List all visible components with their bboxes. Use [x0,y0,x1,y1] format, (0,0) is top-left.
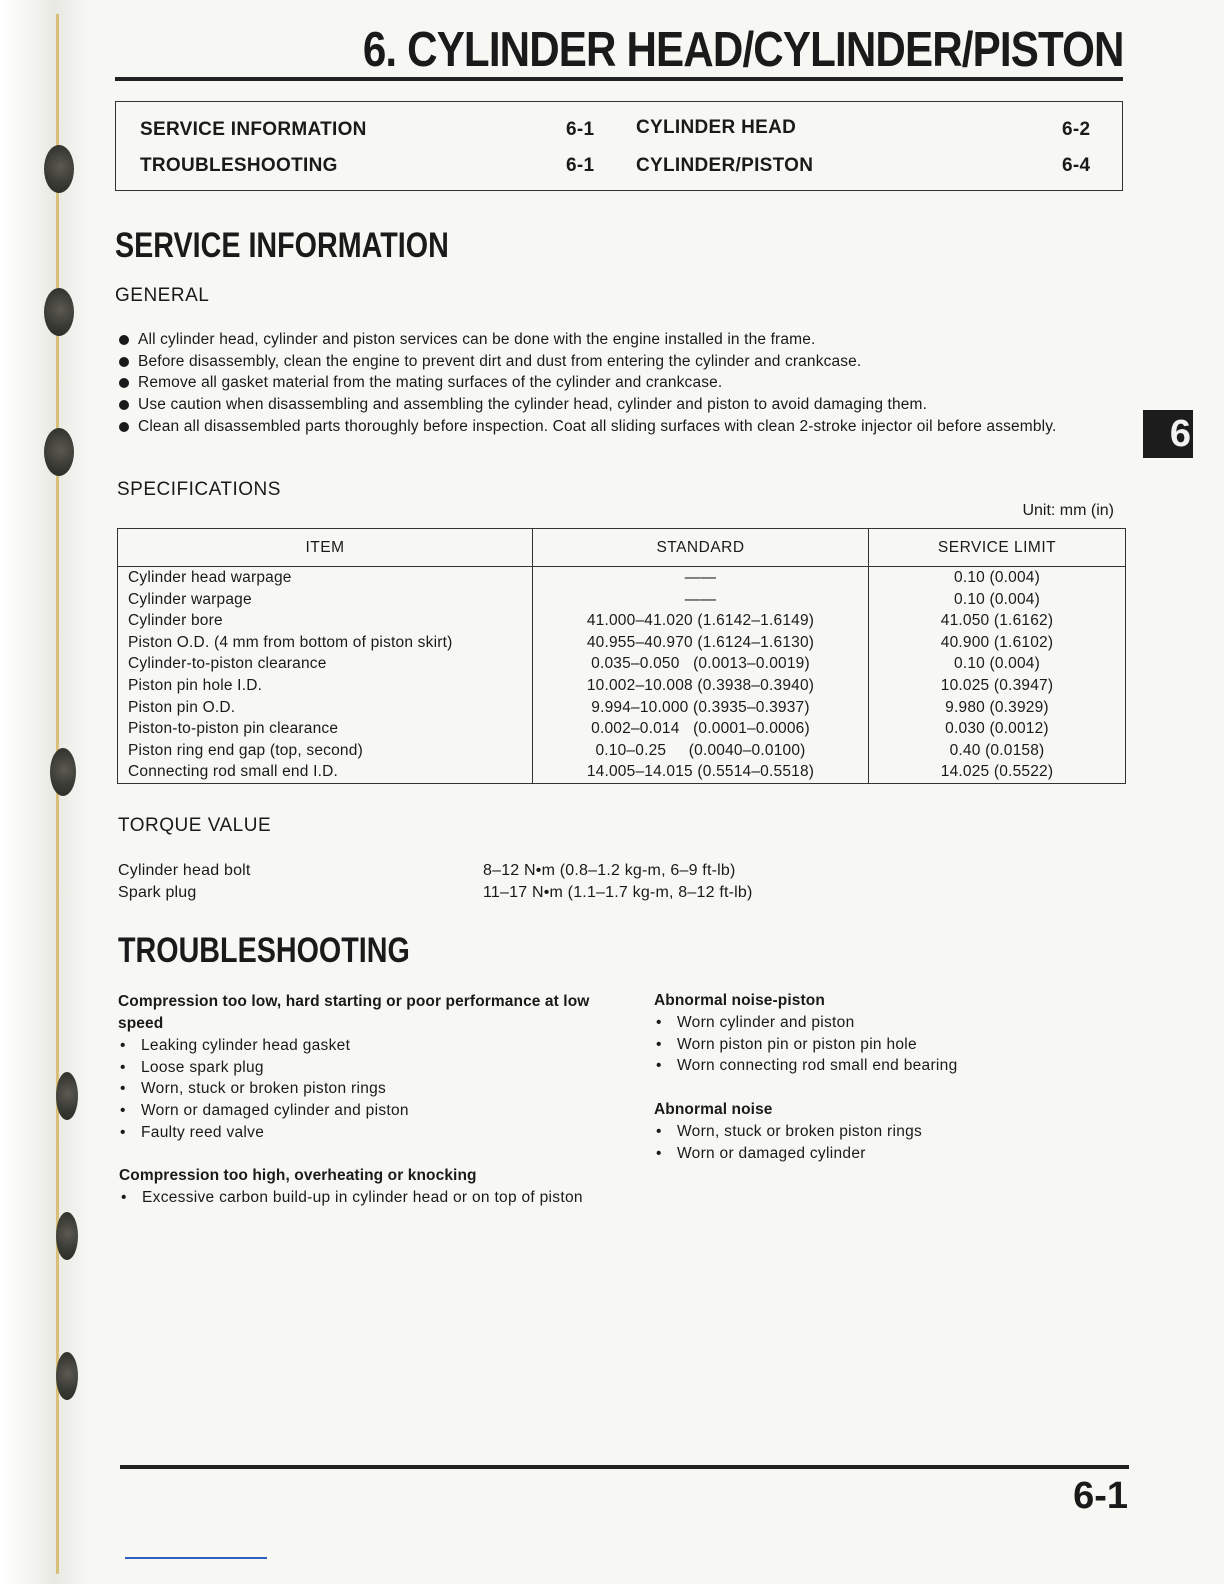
general-notes-list [117,329,1127,438]
list-item: • Faulty reed valve [118,1122,603,1144]
list-item: • Loose spark plug [118,1057,603,1079]
symptom-title: Compression too high, overheating or knocking [119,1167,477,1184]
bullet-icon [119,422,129,432]
toc-entry-page: 6-2 [1062,119,1091,140]
list-item: • Worn connecting rod small end bearing [654,1055,1124,1077]
table-cell: 10.002–10.008 (0.3938–0.3940) [586,676,815,694]
symptom-title: Abnormal noise [654,1101,773,1118]
table-cell: 40.900 (1.6102) [940,633,1054,651]
title-rule [115,77,1123,81]
table-cell: 14.025 (0.5522) [940,763,1054,781]
table-cell: Cylinder-to-piston clearance [128,655,327,673]
unit-label: Unit: mm (in) [1022,502,1114,519]
table-cell: 0.40 (0.0158) [949,741,1045,759]
footer-rule [120,1465,1129,1469]
list-item: • Worn, stuck or broken piston rings [118,1078,603,1100]
table-cell: Piston ring end gap (top, second) [128,741,363,759]
symptom-group [119,1165,604,1209]
table-cell: 0.10 (0.004) [954,590,1040,608]
bullet-icon [119,378,129,388]
table-cell: Cylinder bore [128,612,223,630]
standard-column [533,567,869,784]
torque-item-list [118,860,251,904]
specifications-table [117,528,1126,784]
troubleshooting-heading: TROUBLESHOOTING [118,931,410,970]
torque-value: 11–17 N•m (1.1–1.7 kg-m, 8–12 ft-lb) [483,884,753,901]
cause-list [119,1187,604,1209]
binder-hole [50,748,76,796]
symptom-title: Abnormal noise-piston [654,992,825,1009]
table-cell: Piston pin hole I.D. [128,676,263,694]
table-cell: Cylinder head warpage [128,569,292,586]
list-item: • Worn or damaged cylinder [654,1143,1124,1165]
list-item: • Worn, stuck or broken piston rings [654,1121,1124,1143]
table-cell: 9.994–10.000 (0.3935–0.3937) [591,698,810,716]
column-header-item: ITEM [118,529,533,567]
contents-box [115,101,1123,191]
toc-entry-label[interactable]: CYLINDER/PISTON [636,155,814,176]
table-cell: Cylinder warpage [128,590,252,608]
binder-hole [44,428,74,476]
binder-hole [56,1212,78,1260]
table-cell: 14.005–14.015 (0.5514–0.5518) [586,763,815,781]
table-cell: Connecting rod small end I.D. [128,763,338,781]
table-cell: 0.10–0.25 (0.0040–0.0100) [595,741,806,759]
symptom-group [654,990,1124,1077]
table-cell: 0.10 (0.004) [954,569,1040,586]
table-cell: 41.000–41.020 (1.6142–1.6149) [586,612,815,630]
list-item: • Excessive carbon build-up in cylinder head or on top of piston [119,1187,604,1209]
binder-hole [56,1072,78,1120]
torque-value-list [483,860,753,904]
torque-value: 8–12 N•m (0.8–1.2 kg-m, 6–9 ft-lb) [483,862,736,879]
table-cell: 0.030 (0.0012) [945,720,1049,738]
table-cell: —— [684,590,717,608]
binder-hole [44,288,74,336]
table-cell: Piston-to-piston pin clearance [128,720,339,738]
service-information-heading: SERVICE INFORMATION [115,226,449,265]
list-item: Use caution when disassembling and assembling the cylinder head, cylinder and piston to avoid damaging them. [117,394,1127,416]
toc-entry-page: 6-1 [566,155,595,176]
item-column [118,567,533,784]
general-heading: GENERAL [115,285,210,306]
specifications-heading: SPECIFICATIONS [117,479,281,500]
symptom-title: Compression too low, hard starting or poor performance at low speed [118,993,590,1032]
binder-hole [56,1352,78,1400]
torque-value-heading: TORQUE VALUE [118,815,272,836]
page-number: 6-1 [1073,1475,1128,1517]
bullet-icon [119,400,129,410]
table-cell: 10.025 (0.3947) [940,676,1054,694]
list-item: • Worn cylinder and piston [654,1012,1124,1034]
cause-list [118,1035,603,1144]
cause-list [654,1121,1124,1164]
footer-blue-line [125,1557,267,1559]
list-item: • Leaking cylinder head gasket [118,1035,603,1057]
section-tab: 6 [1143,410,1193,458]
list-item: All cylinder head, cylinder and piston services can be done with the engine installed in the frame. [117,329,1127,351]
list-item: Clean all disassembled parts thoroughly before inspection. Coat all sliding surfaces with clean 2-stroke injector oil before assembly. [117,416,1127,438]
table-cell: 0.10 (0.004) [954,655,1040,673]
service-limit-column [869,567,1126,784]
binder-hole [44,145,74,193]
table-cell: Piston pin O.D. [128,698,236,716]
toc-entry-label[interactable]: CYLINDER HEAD [636,117,797,138]
binder-spine [0,0,90,1584]
table-cell: 40.955–40.970 (1.6124–1.6130) [586,633,815,651]
torque-item: Cylinder head bolt [118,862,251,879]
cause-list [654,1012,1124,1077]
column-header-service-limit: SERVICE LIMIT [869,529,1126,567]
torque-item: Spark plug [118,884,197,901]
toc-entry-page: 6-1 [566,119,595,140]
list-item: Remove all gasket material from the mating surfaces of the cylinder and crankcase. [117,372,1127,394]
symptom-group [654,1099,1124,1164]
bullet-icon [119,335,129,345]
toc-entry-label[interactable]: SERVICE INFORMATION [140,119,367,140]
column-header-standard: STANDARD [533,529,869,567]
list-item: Before disassembly, clean the engine to prevent dirt and dust from entering the cylinder and crankcase. [117,351,1127,373]
list-item: • Worn piston pin or piston pin hole [654,1034,1124,1056]
table-cell: Piston O.D. (4 mm from bottom of piston skirt) [128,633,453,651]
toc-entry-page: 6-4 [1062,155,1091,176]
page-title: 6. CYLINDER HEAD/CYLINDER/PISTON [363,23,1124,77]
table-cell: 0.002–0.014 (0.0001–0.0006) [591,720,810,738]
table-cell: 9.980 (0.3929) [945,698,1049,716]
table-cell: 0.035–0.050 (0.0013–0.0019) [591,655,810,673]
bullet-icon [119,357,129,367]
toc-entry-label[interactable]: TROUBLESHOOTING [140,155,338,176]
table-cell: —— [684,569,717,586]
table-cell: 41.050 (1.6162) [940,612,1054,630]
symptom-group [118,991,603,1144]
list-item: • Worn or damaged cylinder and piston [118,1100,603,1122]
